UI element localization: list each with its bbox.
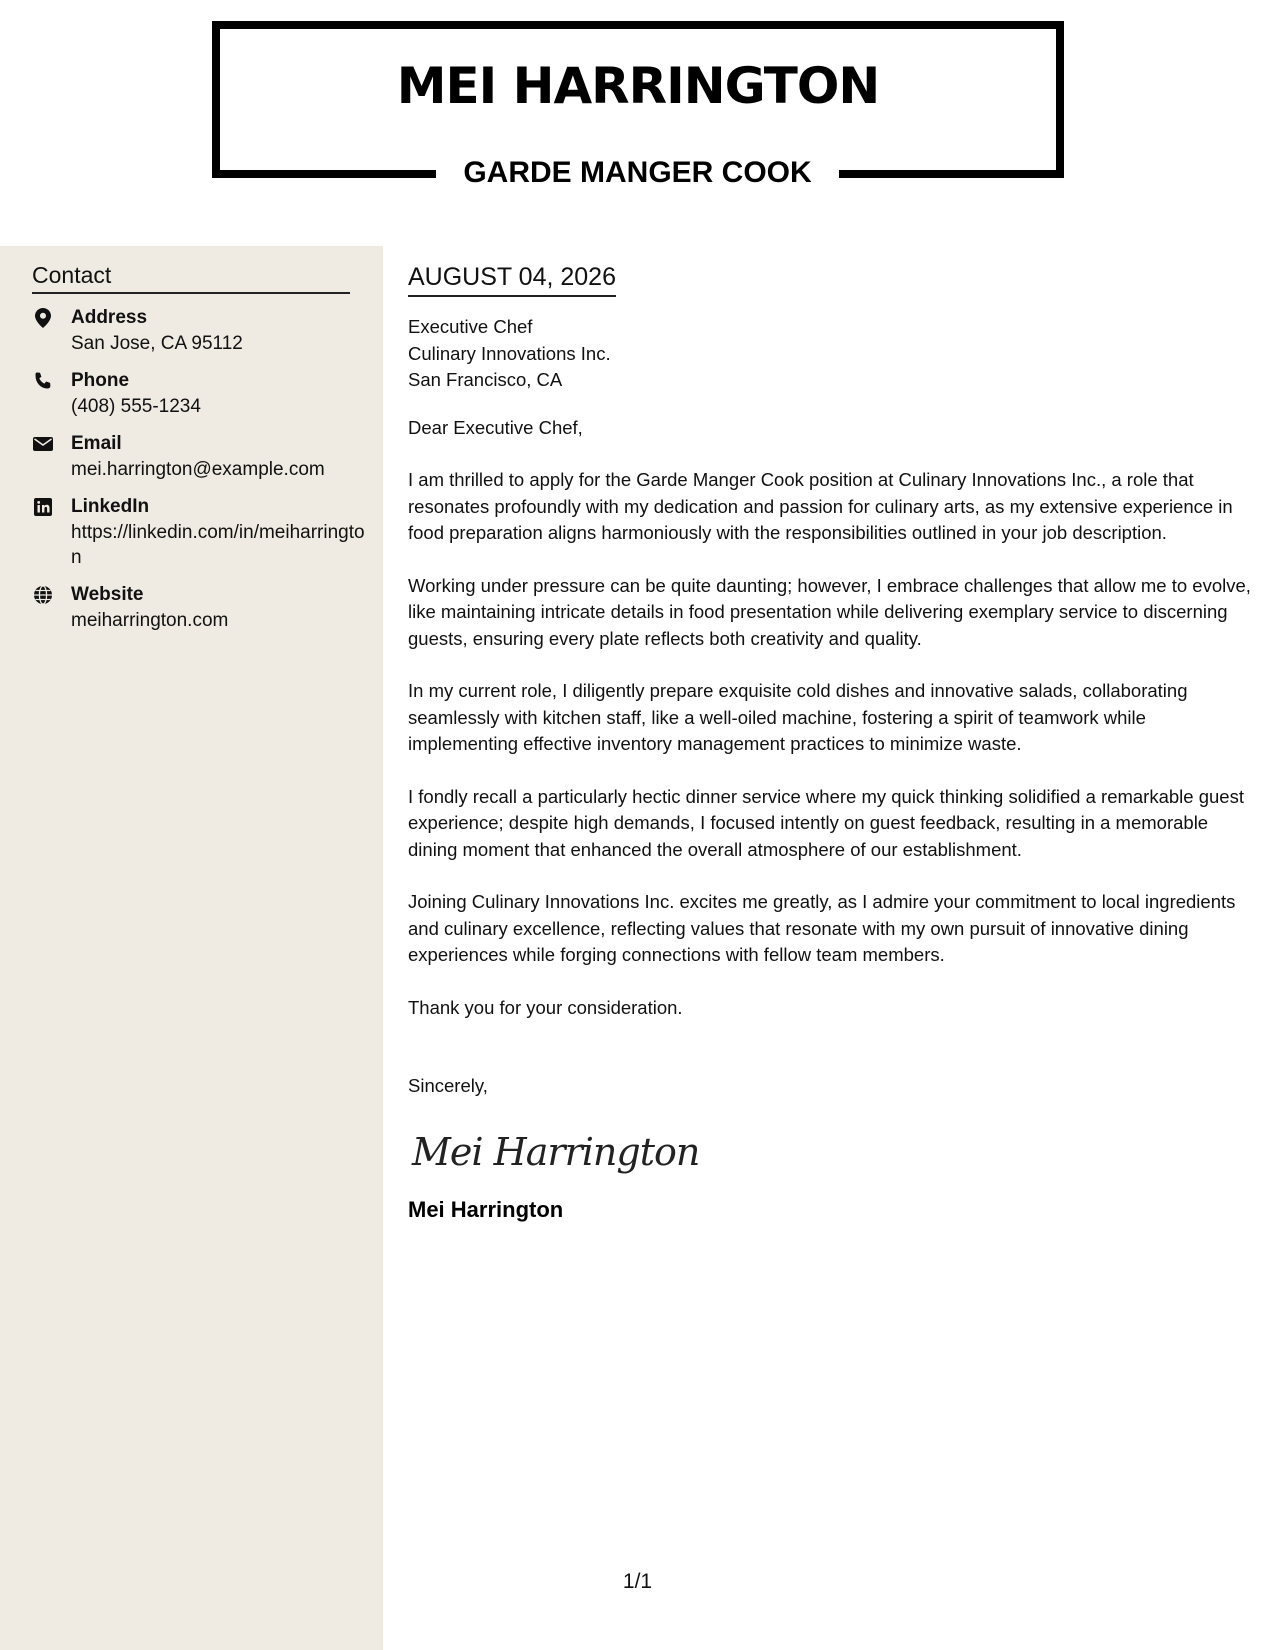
recipient-block	[408, 314, 1253, 394]
paragraph: Working under pressure can be quite daunting; however, I embrace challenges that allow me to evolve, like maintaining intricate details in food presentation while delivering exemplary service to discerning guests, ensuring every plate reflects both creativity and quality.	[408, 574, 1251, 649]
contact-heading: Contact	[32, 260, 350, 294]
applicant-name-heading: MEI HARRINGTON	[396, 57, 880, 115]
paragraph: Joining Culinary Innovations Inc. excites me greatly, as I admire your commitment to local ingredients and culinary excellence, reflecting values that resonate with my own pursuit of innovative dining experiences while forging connections with fellow team members.	[408, 891, 1236, 965]
globe-icon	[32, 584, 54, 606]
contact-label-address: Address	[71, 307, 148, 328]
contact-label-website: Website	[71, 584, 144, 605]
contact-value-address: San Jose, CA 95112	[71, 333, 243, 354]
page-number: 1/1	[622, 1570, 653, 1593]
letter-date: AUGUST 04, 2026	[408, 260, 616, 297]
recipient-location: San Francisco, CA	[408, 369, 563, 390]
handwritten-signature: Mei Harrington	[412, 1129, 700, 1174]
signer-name: Mei Harrington	[408, 1196, 564, 1222]
contact-value-phone: (408) 555-1234	[71, 396, 201, 417]
contact-value-email: mei.harrington@example.com	[71, 459, 325, 480]
paragraph: I fondly recall a particularly hectic dinner service where my quick thinking solidified a remarkable guest experience; despite high demands, I focused intently on guest feedback, resulting in a memorable dining moment that enhanced the overall atmosphere of our establishment.	[408, 785, 1244, 860]
map-pin-icon	[32, 307, 54, 329]
paragraph: I am thrilled to apply for the Garde Manger Cook position at Culinary Innovations Inc., a role that resonates profoundly with my dedication and passion for culinary arts, as my extensive experience in food preparation aligns harmoniously with the responsibilities outlined in your job description.	[408, 469, 1233, 543]
contact-label-linkedin: LinkedIn	[71, 496, 150, 517]
job-title-heading: GARDE MANGER COOK	[436, 149, 839, 197]
letter-body	[408, 260, 1253, 1224]
phone-icon	[32, 370, 54, 392]
contact-label-email: Email	[71, 433, 122, 454]
recipient-company: Culinary Innovations Inc.	[408, 342, 611, 364]
recipient-title: Executive Chef	[408, 316, 533, 337]
contact-value-website: meiharrington.com	[71, 610, 229, 631]
envelope-icon	[32, 433, 54, 455]
paragraph: Thank you for your consideration.	[408, 996, 683, 1018]
closing: Sincerely,	[408, 1075, 488, 1096]
linkedin-icon	[32, 496, 54, 518]
contact-value-linkedin: https://linkedin.com/in/meiharrington	[71, 522, 365, 568]
greeting: Dear Executive Chef,	[408, 416, 583, 438]
paragraph: In my current role, I diligently prepare exquisite cold dishes and innovative salads, collaborating seamlessly with kitchen staff, like a well-oiled machine, fostering a spirit of teamwork while implementing effective inventory management practices to minimize waste.	[408, 680, 1188, 754]
contact-label-phone: Phone	[71, 370, 130, 391]
